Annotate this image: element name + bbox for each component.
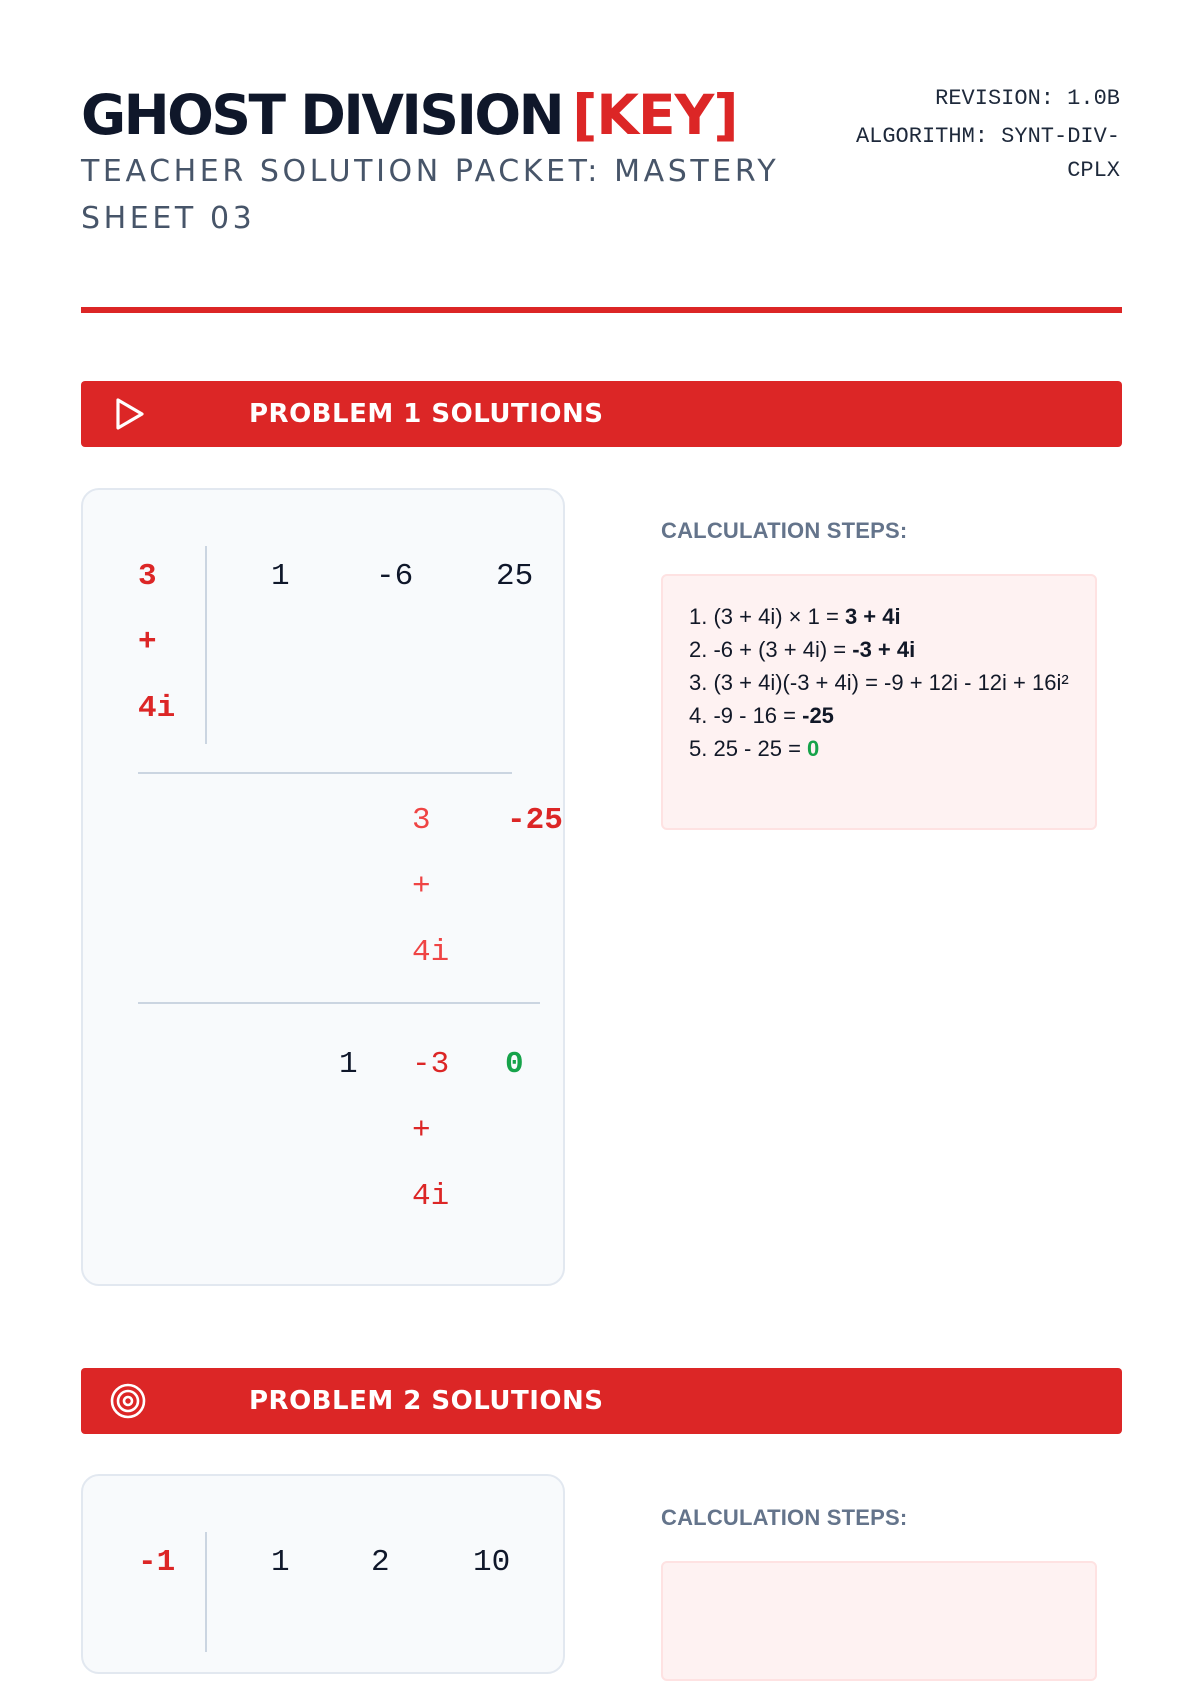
problem-2-header xyxy=(81,1368,1122,1434)
remainder-check: 0 xyxy=(807,736,820,761)
document-meta xyxy=(820,82,1120,192)
multiply-value: 4i xyxy=(412,935,450,970)
divisor-part: 3 xyxy=(138,559,157,594)
steps-heading: CALCULATION STEPS: xyxy=(661,518,908,543)
result-value: -3 xyxy=(412,1047,450,1082)
algorithm-label: ALGORITHM: SYNT-DIV-CPLX xyxy=(855,124,1120,183)
steps-heading: CALCULATION STEPS: xyxy=(661,1505,908,1530)
problem-1-division-panel xyxy=(81,488,565,1286)
calculation-step: 1. (3 + 4i) × 1 = 3 + 4i xyxy=(689,604,901,629)
header-divider xyxy=(81,307,1122,313)
calculation-steps-box xyxy=(661,574,1097,830)
play-icon xyxy=(109,395,147,433)
divisor-separator xyxy=(205,1532,207,1652)
coefficient: 1 xyxy=(271,1545,290,1580)
coefficient: -6 xyxy=(376,559,414,594)
divisor-part: -1 xyxy=(138,1545,176,1580)
page-subtitle: TEACHER SOLUTION PACKET: MASTERY SHEET 03 xyxy=(81,154,780,236)
title-text: GHOST DIVISION xyxy=(81,83,563,147)
target-icon xyxy=(109,1382,147,1420)
page-title xyxy=(81,80,738,150)
coefficient: 10 xyxy=(473,1545,511,1580)
multiply-value: 3 xyxy=(412,803,431,838)
divisor-separator xyxy=(205,546,207,744)
divisor-part: + xyxy=(138,625,157,660)
coefficient: 2 xyxy=(371,1545,390,1580)
divisor-part: 4i xyxy=(138,691,176,726)
calculation-step: 5. 25 - 25 = 0 xyxy=(689,736,820,761)
revision-label: REVISION: 1.0B xyxy=(935,86,1120,111)
problem-2-division-panel xyxy=(81,1474,565,1674)
multiply-row-rule xyxy=(138,772,512,774)
result-value: 4i xyxy=(412,1179,450,1214)
title-key-tag: [KEY] xyxy=(572,83,738,147)
multiply-value: + xyxy=(412,869,431,904)
problem-1-title: PROBLEM 1 SOLUTIONS xyxy=(249,399,604,429)
coefficient: 1 xyxy=(271,559,290,594)
coefficient: 25 xyxy=(496,559,534,594)
calculation-step: 3. (3 + 4i)(-3 + 4i) = -9 + 12i - 12i + 16i² xyxy=(689,670,1069,695)
problem-2-title: PROBLEM 2 SOLUTIONS xyxy=(249,1386,604,1416)
remainder-value: 0 xyxy=(505,1047,524,1082)
result-row-rule xyxy=(138,1002,540,1004)
calculation-step: 4. -9 - 16 = -25 xyxy=(689,703,834,728)
calculation-steps-box xyxy=(661,1561,1097,1681)
result-value: + xyxy=(412,1113,431,1148)
multiply-value: -25 xyxy=(507,803,563,838)
problem-1-header xyxy=(81,381,1122,447)
calculation-step: 2. -6 + (3 + 4i) = -3 + 4i xyxy=(689,637,916,662)
result-value: 1 xyxy=(339,1047,358,1082)
